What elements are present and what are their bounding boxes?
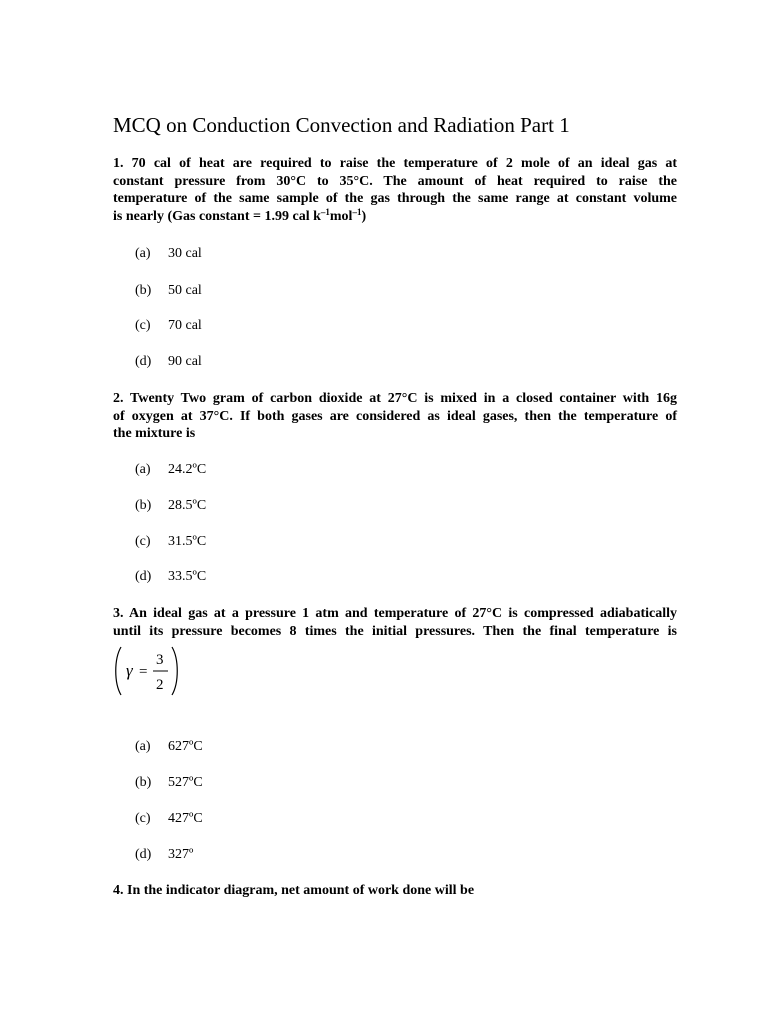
question-2-line-3: the mixture is: [113, 426, 196, 441]
formula-right-paren: [172, 647, 177, 695]
formula-equals: =: [139, 664, 148, 680]
question-1-option-b[interactable]: [135, 283, 202, 299]
question-3-line-2: until its pressure becomes 8 times the initial pressures. Then the final temperature is: [113, 623, 677, 639]
question-4-line-1: 4. In the indicator diagram, net amount of work done will be: [113, 883, 475, 898]
option-label: (a): [135, 739, 151, 754]
question-1-line-4: [113, 208, 677, 226]
question-1-line-4-text-b: mol: [329, 208, 353, 224]
question-1-line-4-text-c: ): [361, 208, 367, 224]
question-3-line-1: 3. An ideal gas at a pressure 1 atm and temperature of 27°C is compressed adiabatically: [113, 606, 677, 621]
question-4: [113, 882, 677, 900]
option-label: (d): [135, 847, 152, 862]
question-3-option-c[interactable]: [135, 811, 203, 827]
option-text: 90 cal: [168, 354, 202, 369]
question-1-line-3: temperature of the same sample of the gas through the same range at constant volume: [113, 191, 677, 206]
option-text: 50 cal: [168, 283, 202, 298]
question-1: [113, 155, 677, 225]
question-1-line-2: constant pressure from 30°C to 35°C. The amount of heat required to raise the: [113, 173, 677, 189]
option-label: (b): [135, 775, 152, 790]
question-2: [113, 390, 677, 443]
option-label: (c): [135, 534, 151, 549]
option-text: 28.5ºC: [168, 498, 207, 513]
formula-gamma: γ: [126, 661, 133, 680]
question-2-option-c[interactable]: [135, 534, 206, 550]
question-2-line-2: of oxygen at 37°C. If both gases are considered as ideal gases, then the temperature of: [113, 408, 677, 424]
question-3-option-b[interactable]: [135, 775, 203, 791]
option-label: (c): [135, 318, 151, 333]
question-1-superscript-mol: –1: [352, 206, 362, 217]
option-label: (d): [135, 569, 152, 584]
question-2-option-b[interactable]: [135, 498, 206, 514]
question-1-option-a[interactable]: [135, 246, 202, 262]
option-label: (d): [135, 354, 152, 369]
option-text: 70 cal: [168, 318, 202, 333]
question-2-option-a[interactable]: [135, 462, 206, 478]
option-text: 327º: [168, 847, 194, 862]
question-3: [113, 605, 677, 640]
question-1-line-4-text-a: is nearly (Gas constant = 1.99 cal k: [113, 208, 321, 224]
option-label: (c): [135, 811, 151, 826]
question-3-option-d[interactable]: [135, 847, 193, 863]
formula-numerator: 3: [156, 652, 164, 668]
question-2-line-1: 2. Twenty Two gram of carbon dioxide at 27°C is mixed in a closed container with 16g: [113, 391, 677, 406]
question-1-line-1: 1. 70 cal of heat are required to raise the temperature of 2 mole of an ideal gas at: [113, 156, 677, 171]
option-text: 24.2ºC: [168, 462, 207, 477]
option-text: 33.5ºC: [168, 569, 207, 584]
option-text: 31.5ºC: [168, 534, 207, 549]
question-1-superscript-k: –1: [320, 206, 330, 217]
option-label: (b): [135, 283, 152, 298]
document-title: MCQ on Conduction Convection and Radiation Part 1: [113, 113, 570, 137]
option-text: 627ºC: [168, 739, 203, 754]
question-3-option-a[interactable]: [135, 739, 203, 755]
formula-left-paren: [116, 647, 121, 695]
option-label: (a): [135, 462, 151, 477]
option-label: (b): [135, 498, 152, 513]
option-label: (a): [135, 246, 151, 261]
option-text: 527ºC: [168, 775, 203, 790]
option-text: 427ºC: [168, 811, 203, 826]
question-2-option-d[interactable]: [135, 569, 206, 585]
formula-denominator: 2: [156, 677, 164, 693]
question-1-option-c[interactable]: [135, 318, 202, 334]
option-text: 30 cal: [168, 246, 202, 261]
gamma-formula: [113, 644, 183, 698]
question-1-option-d[interactable]: [135, 354, 202, 370]
